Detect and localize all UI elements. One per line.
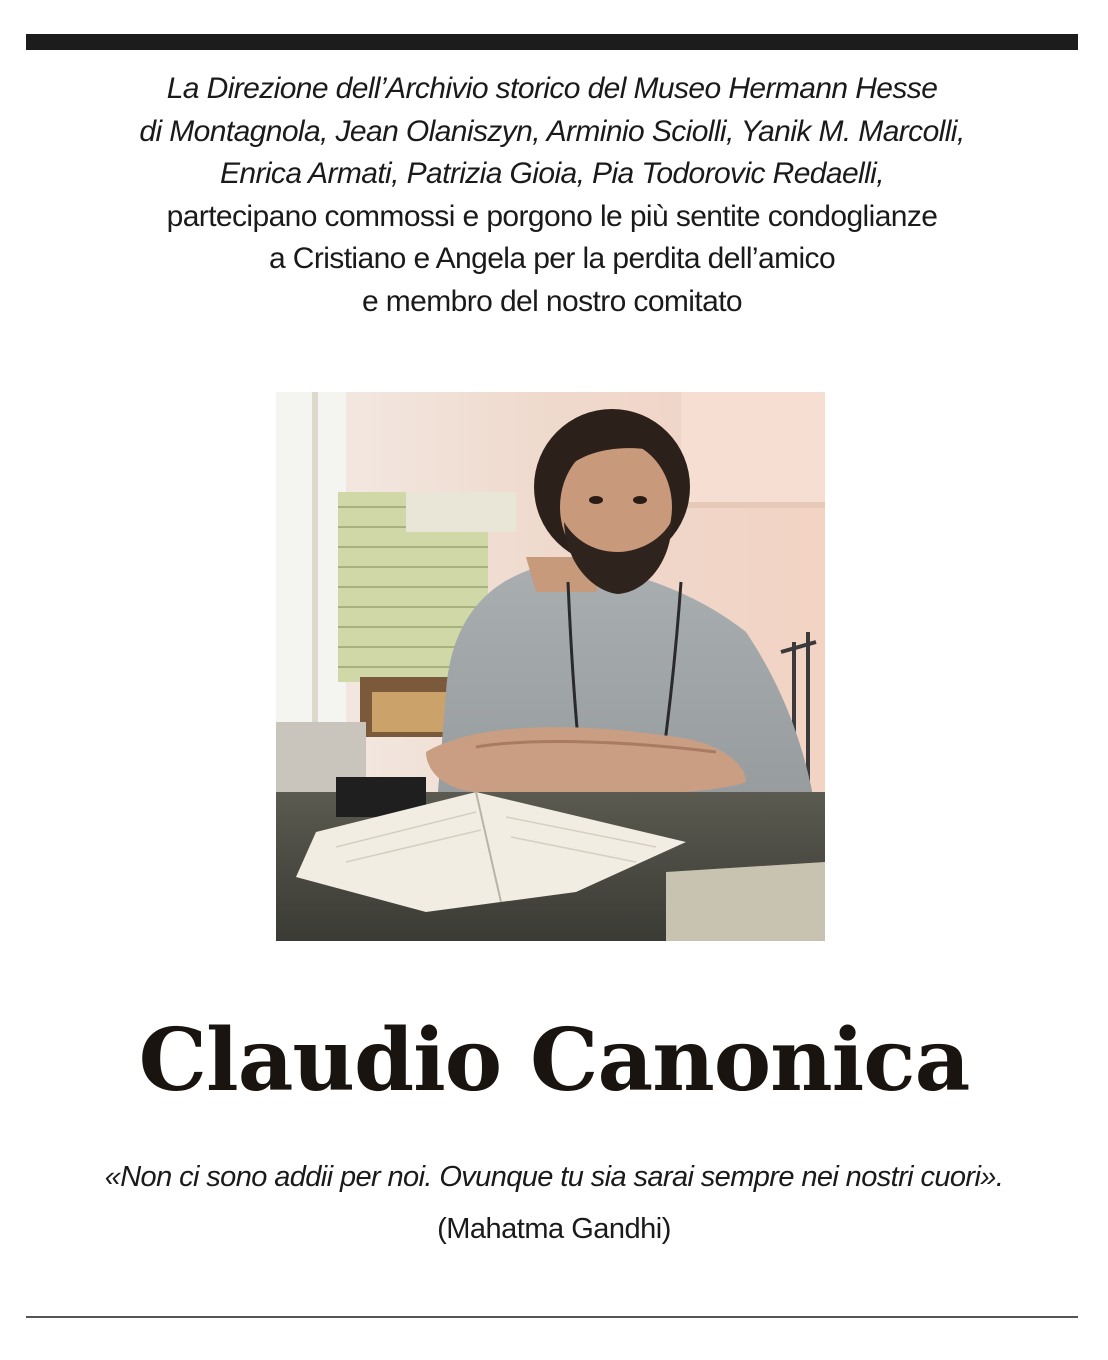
quote-attribution: (Mahatma Gandhi) (437, 1213, 671, 1245)
announcement-line: a Cristiano e Angela per la perdita dell’amico (268, 242, 836, 275)
bottom-rule (26, 1316, 1078, 1318)
announcement-line: La Direzione dell’Archivio storico del Museo Hermann Hesse (166, 72, 938, 105)
announcement-line: partecipano commossi e porgono le più sentite condoglianze (166, 199, 938, 233)
top-rule (26, 34, 1078, 50)
memorial-quote: «Non ci sono addii per noi. Ovunque tu sia sarai sempre nei nostri cuori». (104, 1161, 1004, 1193)
announcement-line: di Montagnola, Jean Olaniszyn, Arminio Sciolli, Yanik M. Marcolli, (139, 114, 965, 148)
announcement-text (26, 68, 1078, 323)
portrait-photo (276, 392, 825, 941)
deceased-name: Claudio Canonica (138, 1010, 970, 1111)
announcement-line: e membro del nostro comitato (361, 284, 743, 318)
announcement-line: Enrica Armati, Patrizia Gioia, Pia Todorovic Redaelli, (219, 157, 884, 190)
